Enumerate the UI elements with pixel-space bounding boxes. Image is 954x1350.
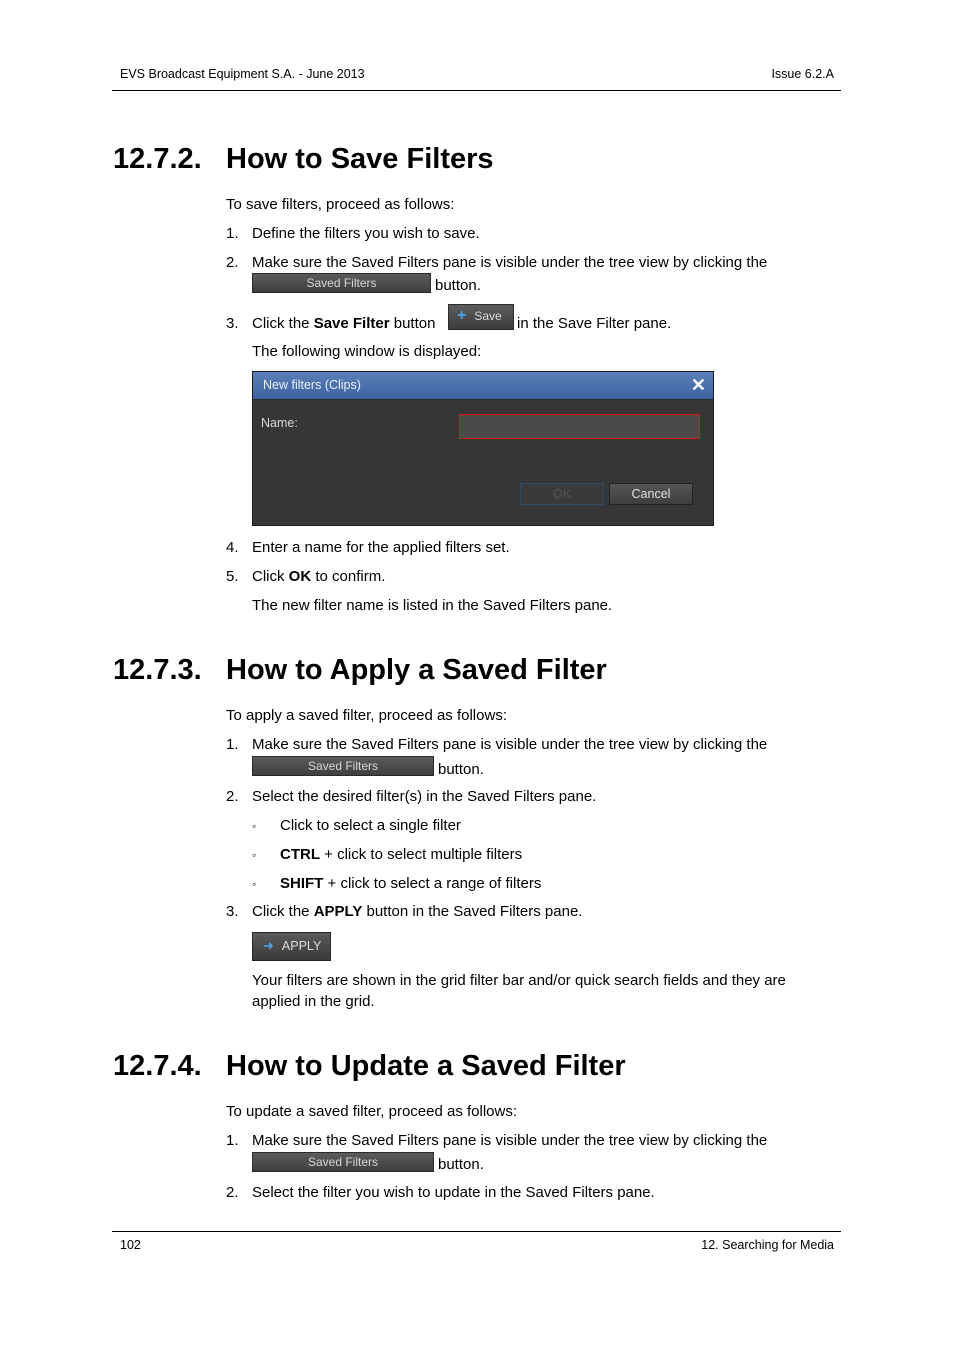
ok-button[interactable]: OK [520, 483, 604, 505]
apply-button-label: APPLY [281, 939, 322, 953]
bullet-text: SHIFT + click to select a range of filters [280, 875, 542, 892]
section-title: How to Save Filters [226, 143, 494, 175]
save-button[interactable] [448, 304, 514, 330]
step-text: button. [438, 1156, 484, 1173]
bold-term: SHIFT [280, 875, 324, 892]
footer-chapter: 12. Searching for Media [701, 1238, 834, 1252]
section-heading-save [113, 143, 494, 176]
page-number: 102 [120, 1238, 141, 1252]
step-text: Click OK to confirm. [252, 568, 386, 585]
step-text: Make sure the Saved Filters pane is visible under the tree view by clicking the [252, 254, 768, 271]
bullet-marker: ◦ [252, 848, 257, 862]
list-number: 1. [226, 1132, 239, 1149]
step-text: Make sure the Saved Filters pane is visible under the tree view by clicking the [252, 1132, 768, 1149]
new-filters-dialog [252, 371, 714, 526]
section-number: 12.7.4. [113, 1050, 202, 1082]
section-heading-apply [113, 654, 607, 687]
header-rule [112, 90, 841, 91]
step-text: Select the desired filter(s) in the Saved Filters pane. [252, 788, 597, 805]
step-note: Your filters are shown in the grid filter bar and/or quick search fields and they are [252, 972, 786, 989]
name-input[interactable] [459, 414, 700, 439]
cancel-button[interactable]: Cancel [609, 483, 693, 505]
section-number: 12.7.2. [113, 143, 202, 175]
list-number: 1. [226, 225, 239, 242]
step-text: in the Save Filter pane. [517, 315, 672, 332]
save-button-label: Save [474, 309, 502, 323]
bold-term: CTRL [280, 846, 320, 863]
bullet-marker: ◦ [252, 819, 257, 833]
section-number: 12.7.3. [113, 654, 202, 686]
step-note: The new filter name is listed in the Saved Filters pane. [252, 597, 613, 614]
footer-rule [112, 1231, 841, 1232]
list-number: 5. [226, 568, 239, 585]
section-title: How to Update a Saved Filter [226, 1050, 626, 1082]
step-text: Enter a name for the applied filters set. [252, 539, 510, 556]
list-number: 3. [226, 903, 239, 920]
step-text: Define the filters you wish to save. [252, 225, 480, 242]
bullet-text: CTRL + click to select multiple filters [280, 846, 523, 863]
list-number: 2. [226, 1184, 239, 1201]
apply-button[interactable] [252, 932, 331, 961]
name-label: Name: [261, 416, 298, 430]
header-left: EVS Broadcast Equipment S.A. - June 2013 [120, 67, 365, 81]
section-title: How to Apply a Saved Filter [226, 654, 607, 686]
intro-text: To save filters, proceed as follows: [226, 196, 455, 213]
section-heading-update [113, 1050, 626, 1083]
saved-filters-button[interactable]: Saved Filters [252, 756, 434, 776]
header-right: Issue 6.2.A [771, 67, 834, 81]
bold-term: APPLY [313, 903, 363, 920]
plus-icon: + [457, 307, 467, 324]
step-note: applied in the grid. [252, 993, 375, 1010]
step-text: Click the APPLY button in the Saved Filters pane. [252, 903, 583, 920]
list-number: 2. [226, 788, 239, 805]
step-note: The following window is displayed: [252, 343, 482, 360]
bullet-marker: ◦ [252, 877, 257, 891]
list-number: 3. [226, 315, 239, 332]
bold-term: OK [288, 568, 312, 585]
step-text: Click the Save Filter button [252, 315, 436, 332]
dialog-titlebar [253, 372, 713, 400]
bold-term: Save Filter [313, 315, 390, 332]
bullet-text: Click to select a single filter [280, 817, 461, 834]
step-text: Make sure the Saved Filters pane is visible under the tree view by clicking the [252, 736, 768, 753]
arrow-right-icon: ➜ [263, 938, 274, 953]
intro-text: To update a saved filter, proceed as follows: [226, 1103, 518, 1120]
list-number: 4. [226, 539, 239, 556]
intro-text: To apply a saved filter, proceed as follows: [226, 707, 507, 724]
close-icon[interactable]: ✕ [690, 375, 706, 395]
step-text: button. [435, 277, 481, 294]
step-text: Select the filter you wish to update in the Saved Filters pane. [252, 1184, 655, 1201]
saved-filters-button[interactable]: Saved Filters [252, 1152, 434, 1172]
list-number: 1. [226, 736, 239, 753]
saved-filters-button[interactable]: Saved Filters [252, 273, 431, 293]
dialog-title: New filters (Clips) [263, 378, 361, 392]
list-number: 2. [226, 254, 239, 271]
step-text: button. [438, 761, 484, 778]
